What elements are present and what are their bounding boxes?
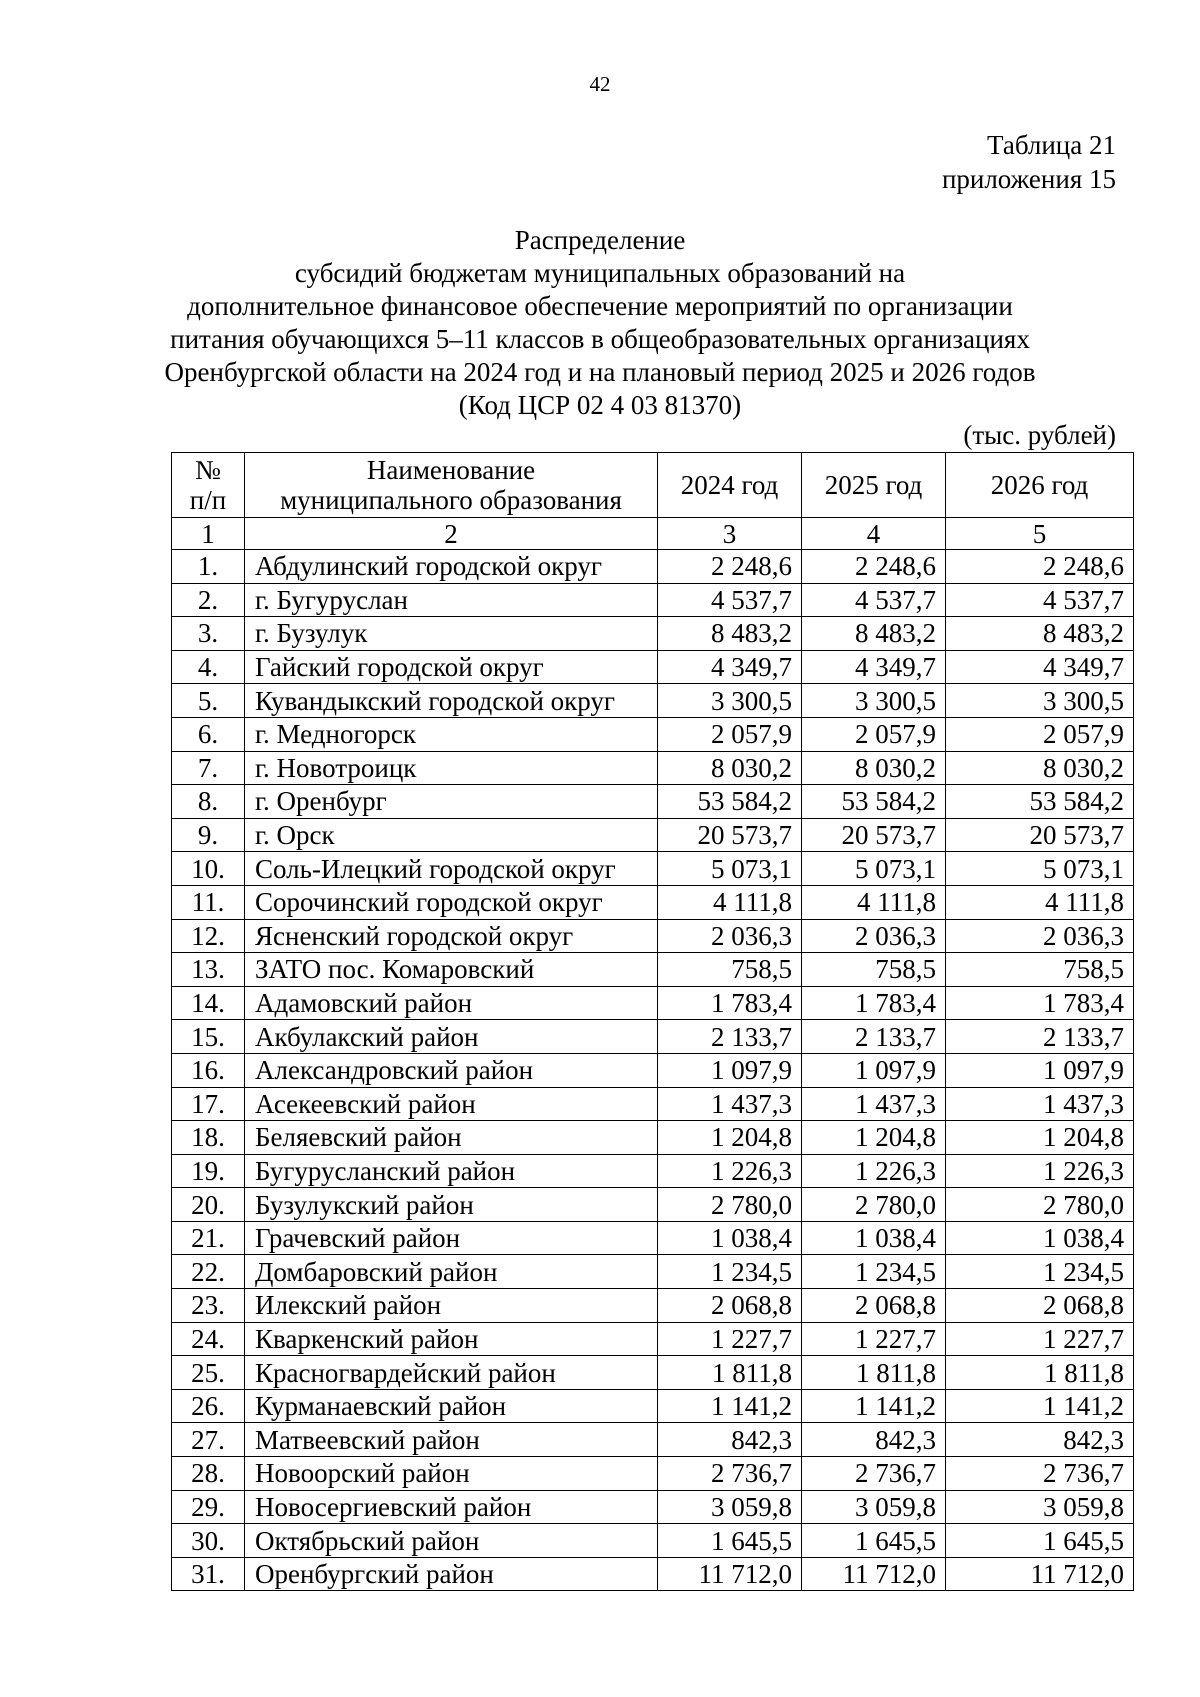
table-row [172, 684, 1134, 718]
table-row [172, 785, 1134, 819]
header-2025: 2025 год [802, 453, 946, 518]
header-2024: 2024 год [658, 453, 802, 518]
heading-line: Оренбургской области на 2024 год и на плановый период 2025 и 2026 годов [164, 357, 1036, 387]
value-2025: 2 057,9 [802, 717, 946, 751]
value-2025: 2 248,6 [802, 550, 946, 584]
value-2024: 1 227,7 [658, 1322, 802, 1356]
value-2025: 4 111,8 [802, 885, 946, 919]
row-number: 30. [172, 1524, 245, 1558]
value-2024: 2 736,7 [658, 1457, 802, 1491]
value-2024: 2 068,8 [658, 1289, 802, 1323]
municipality-name: г. Новотроицк [245, 751, 658, 785]
value-2026: 8 030,2 [946, 751, 1134, 785]
value-2024: 53 584,2 [658, 785, 802, 819]
row-number: 24. [172, 1322, 245, 1356]
table-row [172, 1389, 1134, 1423]
row-number: 28. [172, 1457, 245, 1491]
value-2024: 5 073,1 [658, 852, 802, 886]
value-2024: 1 645,5 [658, 1524, 802, 1558]
value-2026: 4 349,7 [946, 650, 1134, 684]
row-number: 12. [172, 919, 245, 953]
value-2024: 8 030,2 [658, 751, 802, 785]
page-number: 42 [589, 72, 611, 96]
municipality-name: Оренбургский район [245, 1557, 658, 1591]
value-2026: 11 712,0 [946, 1557, 1134, 1591]
value-2024: 1 234,5 [658, 1255, 802, 1289]
value-2024: 1 204,8 [658, 1121, 802, 1155]
table-row [172, 953, 1134, 987]
value-2025: 53 584,2 [802, 785, 946, 819]
header-number-line2: п/п [189, 485, 227, 515]
value-2025: 11 712,0 [802, 1557, 946, 1591]
municipality-name: Домбаровский район [245, 1255, 658, 1289]
row-number: 27. [172, 1423, 245, 1457]
value-2026: 2 736,7 [946, 1457, 1134, 1491]
table-row [172, 1154, 1134, 1188]
municipality-name: Абдулинский городской округ [245, 550, 658, 584]
row-number: 2. [172, 583, 245, 617]
value-2025: 3 300,5 [802, 684, 946, 718]
table-row [172, 1255, 1134, 1289]
municipality-name: Матвеевский район [245, 1423, 658, 1457]
municipality-name: Кваркенский район [245, 1322, 658, 1356]
table-row [172, 1053, 1134, 1087]
value-2026: 1 437,3 [946, 1087, 1134, 1121]
column-numbers-row [172, 518, 1134, 550]
value-2025: 4 537,7 [802, 583, 946, 617]
value-2026: 20 573,7 [946, 818, 1134, 852]
value-2026: 3 059,8 [946, 1490, 1134, 1524]
municipality-name: Бузулукский район [245, 1188, 658, 1222]
row-number: 23. [172, 1289, 245, 1323]
table-reference-appendix: приложения 15 [941, 164, 1116, 194]
table-row [172, 1557, 1134, 1591]
value-2026: 4 111,8 [946, 885, 1134, 919]
row-number: 21. [172, 1221, 245, 1255]
header-2026: 2026 год [946, 453, 1134, 518]
table-row [172, 583, 1134, 617]
table-row [172, 1289, 1134, 1323]
value-2026: 1 204,8 [946, 1121, 1134, 1155]
row-number: 9. [172, 818, 245, 852]
value-2026: 758,5 [946, 953, 1134, 987]
municipality-name: Адамовский район [245, 986, 658, 1020]
municipality-name: Соль-Илецкий городской округ [245, 852, 658, 886]
value-2024: 8 483,2 [658, 617, 802, 651]
value-2024: 1 141,2 [658, 1389, 802, 1423]
row-number: 14. [172, 986, 245, 1020]
table-row [172, 852, 1134, 886]
municipality-name: г. Бузулук [245, 617, 658, 651]
value-2025: 842,3 [802, 1423, 946, 1457]
value-2024: 11 712,0 [658, 1557, 802, 1591]
value-2025: 1 204,8 [802, 1121, 946, 1155]
heading-line: Распределение [514, 225, 686, 255]
value-2024: 758,5 [658, 953, 802, 987]
value-2024: 1 038,4 [658, 1221, 802, 1255]
value-2025: 1 437,3 [802, 1087, 946, 1121]
value-2026: 53 584,2 [946, 785, 1134, 819]
value-2025: 1 038,4 [802, 1221, 946, 1255]
value-2024: 842,3 [658, 1423, 802, 1457]
row-number: 11. [172, 885, 245, 919]
table-row [172, 1490, 1134, 1524]
column-number: 5 [946, 518, 1134, 550]
municipality-name: Александровский район [245, 1053, 658, 1087]
municipality-name: Гайский городской округ [245, 650, 658, 684]
value-2026: 1 038,4 [946, 1221, 1134, 1255]
subsidy-table [171, 452, 1134, 1591]
municipality-name: Курманаевский район [245, 1389, 658, 1423]
value-2024: 2 133,7 [658, 1020, 802, 1054]
municipality-name: Асекеевский район [245, 1087, 658, 1121]
value-2024: 1 097,9 [658, 1053, 802, 1087]
table-row [172, 1356, 1134, 1390]
row-number: 10. [172, 852, 245, 886]
value-2025: 1 645,5 [802, 1524, 946, 1558]
municipality-name: Грачевский район [245, 1221, 658, 1255]
value-2026: 1 783,4 [946, 986, 1134, 1020]
heading-line: субсидий бюджетам муниципальных образований на [294, 258, 906, 288]
value-2026: 842,3 [946, 1423, 1134, 1457]
document-heading [0, 224, 1200, 422]
row-number: 15. [172, 1020, 245, 1054]
value-2025: 1 783,4 [802, 986, 946, 1020]
row-number: 16. [172, 1053, 245, 1087]
row-number: 6. [172, 717, 245, 751]
row-number: 8. [172, 785, 245, 819]
heading-line: (Код ЦСР 02 4 03 81370) [458, 390, 742, 420]
value-2024: 2 780,0 [658, 1188, 802, 1222]
row-number: 26. [172, 1389, 245, 1423]
value-2024: 1 437,3 [658, 1087, 802, 1121]
column-number: 3 [658, 518, 802, 550]
municipality-name: Беляевский район [245, 1121, 658, 1155]
value-2025: 20 573,7 [802, 818, 946, 852]
units-label: (тыс. рублей) [963, 420, 1116, 450]
municipality-name: Ясненский городской округ [245, 919, 658, 953]
value-2025: 1 811,8 [802, 1356, 946, 1390]
value-2024: 3 300,5 [658, 684, 802, 718]
value-2026: 1 811,8 [946, 1356, 1134, 1390]
municipality-name: ЗАТО пос. Комаровский [245, 953, 658, 987]
municipality-name: Октябрьский район [245, 1524, 658, 1558]
value-2025: 8 483,2 [802, 617, 946, 651]
table-row [172, 1524, 1134, 1558]
row-number: 5. [172, 684, 245, 718]
value-2026: 2 133,7 [946, 1020, 1134, 1054]
row-number: 25. [172, 1356, 245, 1390]
row-number: 22. [172, 1255, 245, 1289]
municipality-name: Красногвардейский район [245, 1356, 658, 1390]
row-number: 4. [172, 650, 245, 684]
table-row [172, 550, 1134, 584]
municipality-name: г. Орск [245, 818, 658, 852]
table-row [172, 1423, 1134, 1457]
table-row [172, 1087, 1134, 1121]
heading-line: дополнительное финансовое обеспечение мероприятий по организации [187, 291, 1013, 321]
value-2026: 1 645,5 [946, 1524, 1134, 1558]
header-number [172, 453, 245, 518]
value-2026: 1 097,9 [946, 1053, 1134, 1087]
row-number: 18. [172, 1121, 245, 1155]
value-2025: 1 141,2 [802, 1389, 946, 1423]
table-body [172, 550, 1134, 1591]
row-number: 19. [172, 1154, 245, 1188]
table-row [172, 617, 1134, 651]
column-number: 1 [172, 518, 245, 550]
municipality-name: Новосергиевский район [245, 1490, 658, 1524]
value-2026: 2 248,6 [946, 550, 1134, 584]
value-2024: 20 573,7 [658, 818, 802, 852]
row-number: 17. [172, 1087, 245, 1121]
value-2025: 2 736,7 [802, 1457, 946, 1491]
municipality-name: г. Бугуруслан [245, 583, 658, 617]
row-number: 7. [172, 751, 245, 785]
value-2024: 3 059,8 [658, 1490, 802, 1524]
value-2025: 1 234,5 [802, 1255, 946, 1289]
column-number: 4 [802, 518, 946, 550]
value-2026: 4 537,7 [946, 583, 1134, 617]
table-row [172, 919, 1134, 953]
value-2026: 2 057,9 [946, 717, 1134, 751]
value-2024: 1 783,4 [658, 986, 802, 1020]
value-2025: 2 133,7 [802, 1020, 946, 1054]
municipality-name: г. Медногорск [245, 717, 658, 751]
municipality-name: Новоорский район [245, 1457, 658, 1491]
value-2024: 4 349,7 [658, 650, 802, 684]
header-name [245, 453, 658, 518]
value-2026: 1 234,5 [946, 1255, 1134, 1289]
value-2026: 2 780,0 [946, 1188, 1134, 1222]
value-2026: 2 068,8 [946, 1289, 1134, 1323]
value-2025: 3 059,8 [802, 1490, 946, 1524]
column-number: 2 [245, 518, 658, 550]
row-number: 20. [172, 1188, 245, 1222]
value-2024: 4 111,8 [658, 885, 802, 919]
row-number: 29. [172, 1490, 245, 1524]
header-number-line1: № [195, 455, 221, 485]
value-2026: 5 073,1 [946, 852, 1134, 886]
value-2024: 2 036,3 [658, 919, 802, 953]
value-2025: 5 073,1 [802, 852, 946, 886]
value-2025: 1 227,7 [802, 1322, 946, 1356]
municipality-name: Сорочинский городской округ [245, 885, 658, 919]
value-2024: 1 811,8 [658, 1356, 802, 1390]
table-reference [942, 128, 1116, 196]
table-row [172, 818, 1134, 852]
table-row [172, 717, 1134, 751]
value-2026: 8 483,2 [946, 617, 1134, 651]
value-2025: 4 349,7 [802, 650, 946, 684]
table-row [172, 1322, 1134, 1356]
value-2025: 1 097,9 [802, 1053, 946, 1087]
table-row [172, 885, 1134, 919]
municipality-name: Кувандыкский городской округ [245, 684, 658, 718]
table-reference-number: Таблица 21 [987, 130, 1116, 160]
value-2026: 1 141,2 [946, 1389, 1134, 1423]
value-2025: 758,5 [802, 953, 946, 987]
row-number: 3. [172, 617, 245, 651]
municipality-name: г. Оренбург [245, 785, 658, 819]
header-name-line2: муниципального образования [280, 485, 622, 515]
heading-line: питания обучающихся 5–11 классов в общеобразовательных организациях [170, 324, 1030, 354]
value-2025: 1 226,3 [802, 1154, 946, 1188]
value-2025: 8 030,2 [802, 751, 946, 785]
table-row [172, 751, 1134, 785]
value-2025: 2 780,0 [802, 1188, 946, 1222]
table-row [172, 1188, 1134, 1222]
table-row [172, 986, 1134, 1020]
value-2026: 1 227,7 [946, 1322, 1134, 1356]
value-2024: 2 248,6 [658, 550, 802, 584]
table-row [172, 1121, 1134, 1155]
value-2026: 1 226,3 [946, 1154, 1134, 1188]
row-number: 31. [172, 1557, 245, 1591]
header-name-line1: Наименование [366, 455, 536, 485]
row-number: 13. [172, 953, 245, 987]
value-2024: 1 226,3 [658, 1154, 802, 1188]
municipality-name: Акбулакский район [245, 1020, 658, 1054]
value-2024: 4 537,7 [658, 583, 802, 617]
municipality-name: Бугурусланский район [245, 1154, 658, 1188]
table-row [172, 1457, 1134, 1491]
value-2026: 3 300,5 [946, 684, 1134, 718]
municipality-name: Илекский район [245, 1289, 658, 1323]
table-row [172, 1020, 1134, 1054]
table-header-row [172, 453, 1134, 518]
row-number: 1. [172, 550, 245, 584]
table-row [172, 650, 1134, 684]
value-2026: 2 036,3 [946, 919, 1134, 953]
value-2025: 2 036,3 [802, 919, 946, 953]
value-2025: 2 068,8 [802, 1289, 946, 1323]
value-2024: 2 057,9 [658, 717, 802, 751]
table-row [172, 1221, 1134, 1255]
